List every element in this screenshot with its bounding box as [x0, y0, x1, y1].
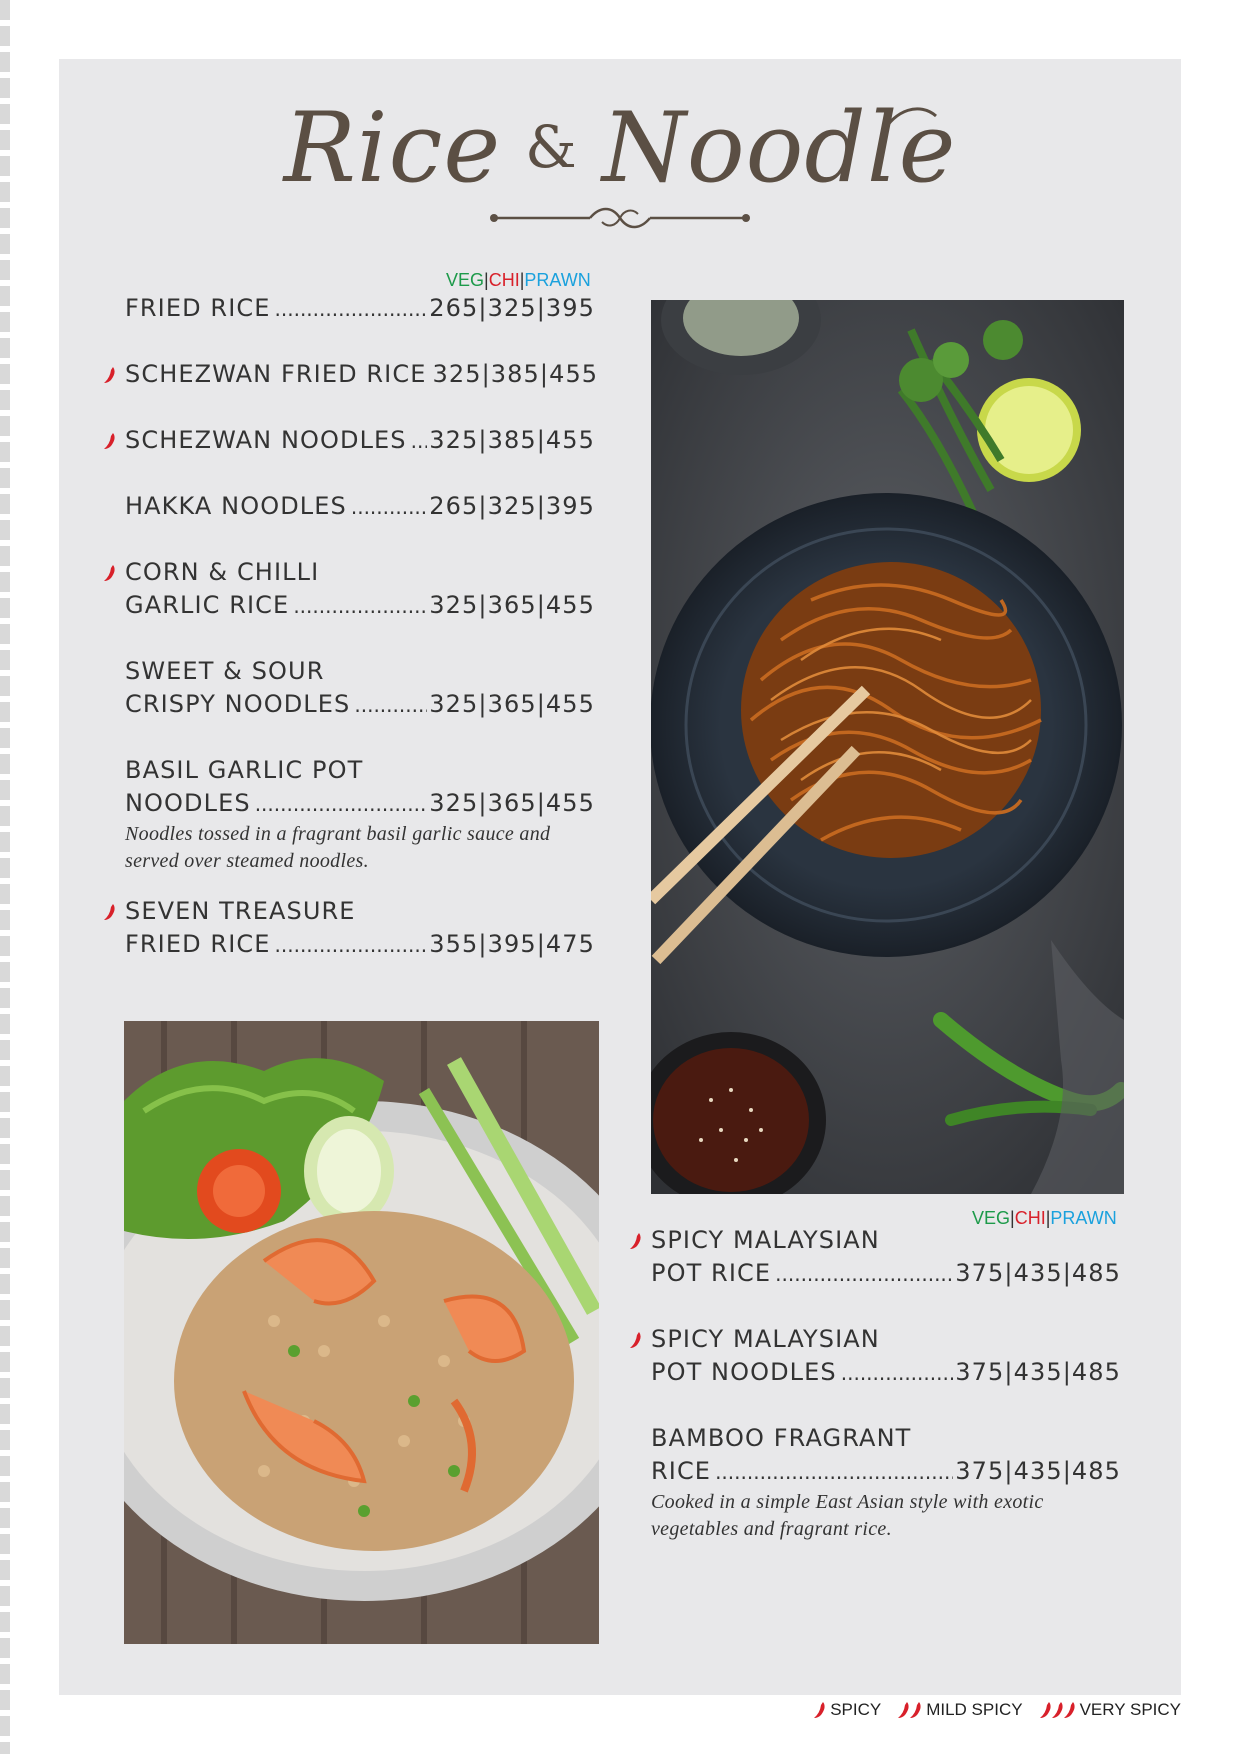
menu-item — [125, 754, 595, 874]
dot-leader — [354, 688, 427, 721]
menu-item — [125, 895, 595, 961]
menu-item — [125, 556, 595, 622]
menu-item-price: 375|435|485 — [955, 1259, 1121, 1287]
menu-item-line — [125, 358, 599, 391]
legend-spicy — [813, 1700, 881, 1720]
menu-item-line — [651, 1323, 1121, 1356]
legend-very-spicy-label: VERY SPICY — [1079, 1700, 1181, 1719]
chili-icon — [103, 432, 117, 450]
legend-veg: VEG — [972, 1208, 1011, 1228]
title-ampersand: & — [525, 113, 578, 181]
menu-item-description: served over steamed noodles. — [125, 850, 369, 872]
legend-prawn: PRAWN — [524, 270, 591, 290]
menu-item-name: POT RICE — [651, 1259, 772, 1287]
menu-item-price: 325|365|455 — [429, 591, 595, 619]
menu-item-line — [125, 688, 595, 721]
menu-item-name: SPICY MALAYSIAN — [651, 1226, 880, 1254]
menu-item-name: BAMBOO FRAGRANT — [651, 1424, 912, 1452]
noodles-photo — [651, 300, 1124, 1194]
menu-item-price: 265|325|395 — [429, 294, 595, 322]
menu-item-price: 325|385|455 — [429, 426, 595, 454]
dot-leader — [775, 1257, 953, 1290]
menu-item-line — [651, 1224, 1121, 1257]
title-word-rice: Rice — [283, 92, 502, 204]
menu-item — [125, 490, 595, 523]
chili-icon — [813, 1701, 827, 1719]
menu-item-line — [125, 589, 595, 622]
legend-prawn: PRAWN — [1050, 1208, 1117, 1228]
menu-item-description: Cooked in a simple East Asian style with exotic — [651, 1491, 1044, 1513]
menu-item — [651, 1224, 1121, 1290]
chili-icon — [103, 564, 117, 582]
menu-item-price: 325|365|455 — [429, 690, 595, 718]
chili-icon — [629, 1331, 643, 1349]
legend-veg: VEG — [446, 270, 485, 290]
triple-chili-icon — [1039, 1701, 1077, 1719]
legend-separator: | — [519, 270, 525, 290]
menu-item-line — [651, 1257, 1121, 1290]
dot-leader — [293, 589, 427, 622]
title-flourish-icon — [490, 206, 750, 230]
menu-item-name: SPICY MALAYSIAN — [651, 1325, 880, 1353]
menu-item-name: FRIED RICE — [125, 294, 271, 322]
chili-icon — [103, 903, 117, 921]
page-title — [59, 92, 1181, 204]
menu-item — [125, 424, 595, 457]
menu-item-name: RICE — [651, 1457, 712, 1485]
menu-item-price: 355|395|475 — [429, 930, 595, 958]
menu-item — [651, 1323, 1121, 1389]
fried-rice-photo — [124, 1021, 599, 1644]
legend-mild-spicy — [897, 1700, 1022, 1720]
menu-item-line — [125, 928, 595, 961]
dot-leader — [275, 928, 428, 961]
price-legend-left — [446, 270, 591, 291]
menu-item-name: HAKKA NOODLES — [125, 492, 347, 520]
legend-very-spicy — [1039, 1700, 1181, 1720]
menu-item-name: CORN & CHILLI — [125, 558, 320, 586]
menu-item-price: 375|435|485 — [955, 1457, 1121, 1485]
menu-item — [125, 292, 595, 325]
menu-item-price: 325|365|455 — [429, 789, 595, 817]
menu-item-line — [651, 1422, 1121, 1455]
dot-leader — [255, 787, 428, 820]
menu-item-price: 375|435|485 — [955, 1358, 1121, 1386]
menu-item-name: BASIL GARLIC POT — [125, 756, 364, 784]
menu-item-name: POT NOODLES — [651, 1358, 837, 1386]
menu-item-description: Noodles tossed in a fragrant basil garlic sauce and — [125, 823, 551, 845]
menu-item-name: SCHEZWAN FRIED RICE — [125, 360, 427, 388]
dot-leader — [715, 1455, 953, 1488]
legend-separator: | — [1045, 1208, 1051, 1228]
menu-item-line — [651, 1356, 1121, 1389]
spice-legend — [813, 1700, 1181, 1720]
chili-icon — [103, 366, 117, 384]
menu-item-name: CRISPY NOODLES — [125, 690, 351, 718]
legend-separator: | — [1010, 1208, 1015, 1228]
menu-item-line — [125, 292, 595, 325]
menu-item-name: SWEET & SOUR — [125, 657, 325, 685]
dot-leader — [841, 1356, 954, 1389]
legend-chi: CHI — [488, 270, 520, 290]
menu-item-name: FRIED RICE — [125, 930, 271, 958]
menu-item — [125, 655, 595, 721]
menu-item — [125, 358, 599, 391]
spiral-binding-edge — [0, 0, 10, 1754]
menu-item-price: 325|385|455 — [432, 360, 599, 388]
menu-item-line — [125, 490, 595, 523]
menu-item-price: 265|325|395 — [429, 492, 595, 520]
menu-item-name: NOODLES — [125, 789, 251, 817]
title-word-noodle: Noodle — [601, 92, 957, 204]
menu-item-line — [125, 895, 595, 928]
menu-item-name: SEVEN TREASURE — [125, 897, 356, 925]
double-chili-icon — [897, 1701, 923, 1719]
legend-spicy-label: SPICY — [830, 1700, 882, 1719]
menu-item-line — [125, 754, 595, 787]
dot-leader — [275, 292, 428, 325]
dot-leader — [351, 490, 427, 523]
legend-separator: | — [484, 270, 489, 290]
menu-item — [651, 1422, 1121, 1542]
legend-chi: CHI — [1014, 1208, 1046, 1228]
menu-item-line — [125, 556, 595, 589]
legend-mild-spicy-label: MILD SPICY — [926, 1700, 1023, 1719]
menu-item-line — [651, 1455, 1121, 1488]
chili-icon — [629, 1232, 643, 1250]
title-swirl-icon — [880, 104, 940, 144]
menu-item-name: GARLIC RICE — [125, 591, 290, 619]
menu-item-line — [125, 787, 595, 820]
menu-item-line — [125, 655, 595, 688]
dot-leader — [411, 424, 428, 457]
menu-item-description: vegetables and fragrant rice. — [651, 1518, 892, 1540]
menu-item-line — [125, 424, 595, 457]
menu-item-name: SCHEZWAN NOODLES — [125, 426, 407, 454]
